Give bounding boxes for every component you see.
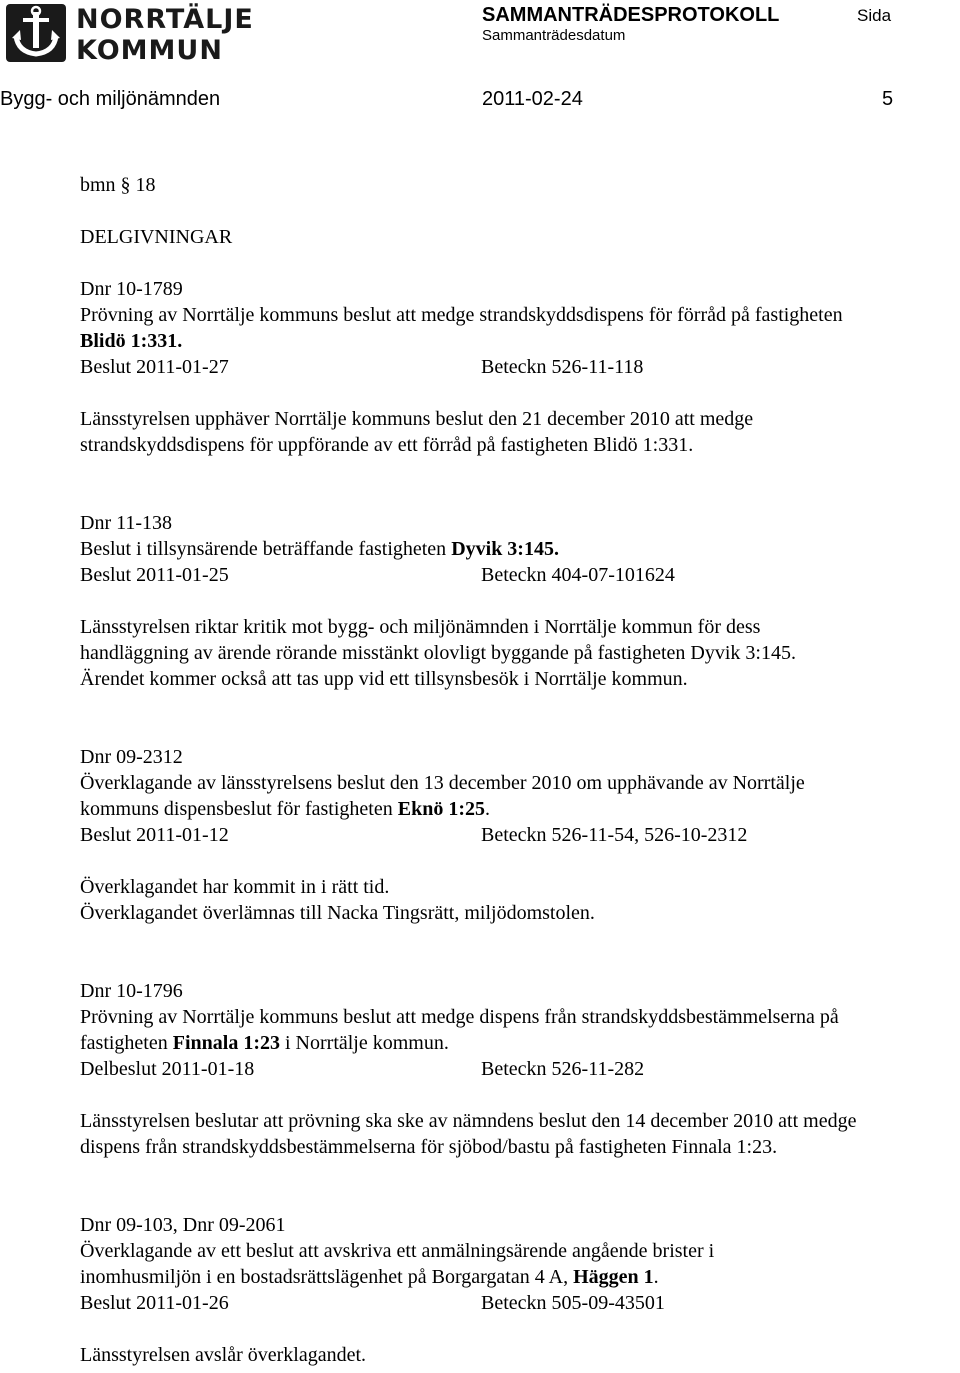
municipality-logo [4,2,254,66]
item-decision: Beslut 2011-01-26 [80,1292,229,1314]
item-dnr-11-138 [80,510,960,692]
item-decision: Delbeslut 2011-01-18 [80,1058,255,1080]
item-subject: Överklagande av länsstyrelsens beslut den 13 december 2010 om upphävande av Norrtälje [80,772,805,794]
item-decision-row [80,1056,960,1082]
page-label: Sida [857,6,892,25]
item-dnr-10-1789 [80,276,960,458]
item-decision: Beslut 2011-01-27 [80,356,229,378]
item-body-line: Länsstyrelsen riktar kritik mot bygg- och miljönämnden i Norrtälje kommun för dess [80,616,761,638]
item-body-line: Ärendet kommer också att tas upp vid ett tillsynsbesök i Norrtälje kommun. [80,668,688,690]
document-body [80,172,960,1368]
logo-line-1: NORRTÄLJE [76,4,254,35]
board-name: Bygg- och miljönämnden [0,88,221,110]
page-number: 5 [882,88,894,110]
meeting-date-label: Sammanträdesdatum [482,27,626,44]
item-subject-property: fastigheten Finnala 1:23 i Norrtälje kommun. [80,1032,449,1054]
item-subject: Prövning av Norrtälje kommuns beslut att medge strandskyddsdispens för förråd på fastigheten [80,304,843,326]
item-decision-row [80,822,960,848]
item-decision-row [80,354,960,380]
item-dnr: Dnr 09-103, Dnr 09-2061 [80,1214,286,1236]
item-dnr-10-1796 [80,978,960,1160]
item-reference: Beteckn 526-11-282 [481,1058,645,1080]
item-body-line: Länsstyrelsen avslår överklagandet. [80,1344,367,1366]
item-subject-property: inomhusmiljön i en bostadsrättslägenhet på Borgargatan 4 A, Häggen 1. [80,1266,659,1288]
item-body-line: Länsstyrelsen upphäver Norrtälje kommuns beslut den 21 december 2010 att medge [80,408,754,430]
item-subject-property: Blidö 1:331. [80,330,183,352]
item-reference: Beteckn 404-07-101624 [481,564,675,586]
item-body-line: Länsstyrelsen beslutar att prövning ska ske av nämndens beslut den 14 december 2010 att medge [80,1110,857,1132]
item-subject: Beslut i tillsynsärende beträffande fastigheten Dyvik 3:145. [80,538,559,560]
item-subject: Överklagande av ett beslut att avskriva ett anmälningsärende angående brister i [80,1240,715,1262]
item-dnr-09-103 [80,1212,960,1368]
item-dnr: Dnr 10-1789 [80,278,183,300]
item-body-line: dispens från strandskyddsbestämmelserna för sjöbod/bastu på fastigheten Finnala 1:23. [80,1136,778,1158]
item-reference: Beteckn 526-11-54, 526-10-2312 [481,824,748,846]
item-decision: Beslut 2011-01-25 [80,564,229,586]
item-reference: Beteckn 526-11-118 [481,356,644,378]
item-dnr-09-2312 [80,744,960,926]
item-body-line: handläggning av ärende rörande misstänkt olovligt byggande på fastigheten Dyvik 3:145. [80,642,796,664]
logo-wordmark [76,4,254,66]
item-dnr: Dnr 11-138 [80,512,173,534]
item-subject-property: kommuns dispensbeslut för fastigheten Eknö 1:25. [80,798,490,820]
item-subject: Prövning av Norrtälje kommuns beslut att medge dispens från strandskyddsbestämmelserna på [80,1006,839,1028]
logo-line-2: KOMMUN [76,35,223,66]
item-decision: Beslut 2011-01-12 [80,824,229,846]
item-decision-row [80,1290,960,1316]
item-dnr: Dnr 10-1796 [80,980,183,1002]
anchor-icon [4,2,68,64]
paragraph-ref: bmn § 18 [80,174,156,196]
item-decision-row [80,562,960,588]
item-reference: Beteckn 505-09-43501 [481,1292,665,1314]
item-body-line: strandskyddsdispens för uppförande av ett förråd på fastigheten Blidö 1:331. [80,434,694,456]
meeting-date: 2011-02-24 [482,88,583,110]
section-title: DELGIVNINGAR [80,226,233,248]
item-dnr: Dnr 09-2312 [80,746,183,768]
item-body-line: Överklagandet överlämnas till Nacka Tingsrätt, miljödomstolen. [80,902,595,924]
protocol-title: SAMMANTRÄDESPROTOKOLL [482,4,780,26]
item-body-line: Överklagandet har kommit in i rätt tid. [80,876,390,898]
